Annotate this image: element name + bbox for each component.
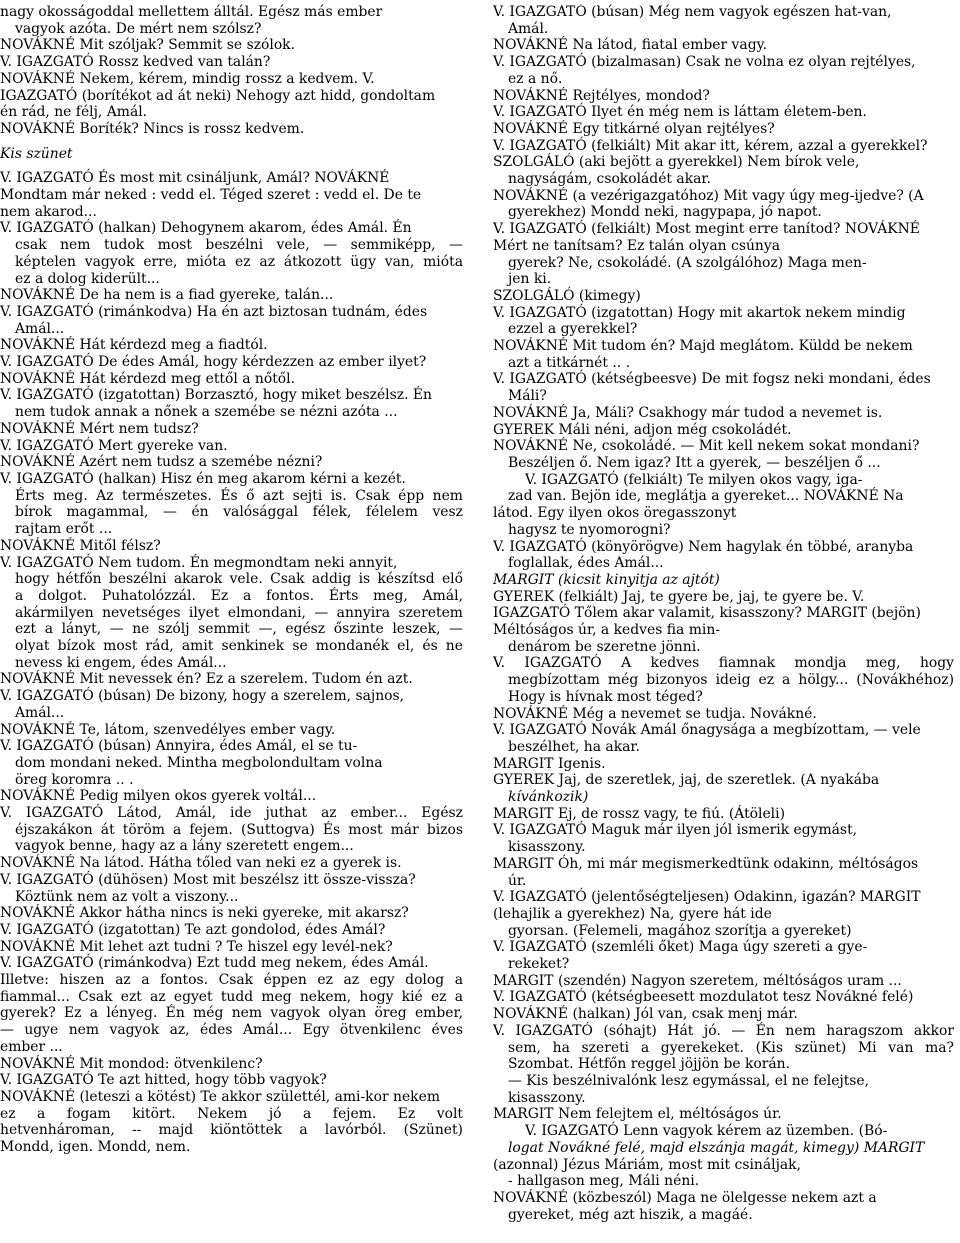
text-line: Kis szünet: [0, 145, 73, 162]
text-line: Mondd, igen. Mondd, nem.: [0, 1139, 191, 1156]
text-line: NOVÁKNÉ De ha nem is a fiad gyereke, talán...: [0, 287, 334, 304]
text-line: V. IGAZGATÓ (sóhajt) Hát jó. — Én nem haragszom akkor: [492, 1022, 954, 1039]
text-line: NOVÁKNÉ Na látod, fiatal ember vagy.: [492, 37, 767, 54]
text-line: NOVÁKNÉ Hát kérdezd meg ettől a nőtől.: [0, 370, 296, 387]
text-line: MARGIT Óh, mi már megismerkedtünk odakinn, méltóságos: [492, 855, 919, 872]
text-line: rekeket?: [507, 956, 570, 973]
text-line: V. IGAZGATÓ (búsan) Még nem vagyok egészen hat-van,: [492, 4, 892, 20]
text-line: — Kis beszélnivalónk lesz egymással, el ne felejtse,: [507, 1073, 870, 1089]
text-line: V. IGAZGATÓ (dühösen) Most mit beszélsz itt össze-vissza?: [0, 871, 416, 888]
text-line: V. IGAZGATÓ Novák Amál őnagysága a megbízottam, — vele: [492, 722, 921, 739]
text-line: látod. Egy ilyen okos öregasszonyt: [492, 505, 737, 522]
text-line: V. IGAZGATÓ Lenn vagyok kérem az üzemben. (Bó-: [524, 1123, 888, 1140]
text-line: ez a dolog kiderült...: [15, 270, 160, 287]
text-line: MARGIT Igenis.: [492, 755, 606, 772]
text-line: V. IGAZGATÓ Nem tudom. Én megmondtam neki annyit,: [0, 554, 398, 571]
text-line: NOVÁKNÉ Akkor hátha nincs is neki gyereke, mit akarsz?: [0, 905, 409, 922]
text-line: Hogy is hívnak most téged?: [507, 688, 703, 705]
text-line: (azonnal) Jézus Máriám, most mit csináljak,: [492, 1156, 801, 1173]
text-line: NOVÁKNÉ Ne, csokoládé. — Mit kell nekem sokat mondani?: [492, 438, 920, 455]
text-line: gyerekhez) Mondd neki, nagypapa, jó napot.: [507, 204, 822, 221]
text-line: NOVÁKNÉ (leteszi a kötést) Te akkor születtél, ami-kor nekem: [0, 1089, 440, 1105]
text-line: öreg koromra .. .: [15, 771, 134, 788]
text-line: V. IGAZGATÓ (felkiált) Mit akar itt, kérem, azzal a gyerekkel?: [492, 137, 928, 154]
text-line: MARGIT Nem felejtem el, méltóságos úr.: [492, 1106, 782, 1123]
text-line: V. IGAZGATÓ (jelentőségteljesen) Odakinn, igazán? MARGIT: [492, 889, 921, 906]
text-line: azt a titkárnét .. .: [507, 354, 631, 371]
text-line: úr.: [507, 872, 527, 889]
text-line: NOVÁKNÉ Te, látom, szenvedélyes ember vagy.: [0, 721, 336, 738]
text-line: Mért ne tanítsam? Ez talán olyan csúnya: [492, 237, 780, 254]
text-line: ezt a lányt, — ne szólj semmit —, egész őszinte leszek, —: [15, 621, 463, 638]
text-line: NOVÁKNÉ Ja, Máli? Csakhogy már tudod a nevemet is.: [492, 404, 883, 421]
text-line: Méltóságos úr, a kedves fia min-: [492, 622, 720, 639]
text-line: NOVÁKNÉ (halkan) Jól van, csak menj már.: [492, 1006, 798, 1023]
text-line: Máli?: [507, 388, 547, 405]
text-line: nem tudok annak a nőnek a szemébe se nézni azóta ...: [15, 404, 398, 421]
text-line: beszélhet, ha akar.: [507, 738, 640, 755]
text-line: megbízottam még bizonyos ideig ez a hölgy... (Novákhéhoz): [507, 672, 954, 689]
text-line: V. IGAZGATÓ Ilyet én még nem is láttam életem-ben.: [492, 104, 867, 121]
text-line: NOVÁKNÉ Egy titkárné olyan rejtélyes?: [492, 120, 775, 137]
text-line: ez a nő.: [507, 70, 563, 87]
text-line: MARGIT Ej, de rossz vagy, te fiú. (Átöleli): [492, 805, 785, 822]
text-line: V. IGAZGATÓ (bizalmasan) Csak ne volna ez olyan rejtélyes,: [492, 54, 916, 71]
text-line: gyorsan. (Felemeli, magához szorítja a gyereket): [507, 922, 852, 939]
text-line: logat Novákné felé, majd elszánja magát, kimegy) MARGIT: [507, 1139, 925, 1156]
text-line: hogy hétfőn beszélni akarok vele. Csak addig is készítsd elő: [15, 571, 463, 588]
text-line: sem, ha szereti a gyerekeket. (Kis szünet) Mi van ma?: [507, 1039, 954, 1056]
text-line: Illetve: hiszen az a fontos. Csak éppen ez az egy dolog a: [0, 972, 463, 989]
text-line: foglallak, édes Amál...: [507, 555, 664, 572]
text-line: Amál...: [15, 320, 65, 337]
text-line: éjszakákon át töröm a fejem. (Suttogva) És most már bizos: [15, 821, 463, 838]
text-line: Beszéljen ő. Nem igaz? Itt a gyerek, — beszéljen ő ...: [507, 454, 881, 471]
text-line: SZOLGÁLÓ (aki bejött a gyerekkel) Nem bírok vele,: [492, 154, 860, 171]
text-line: V. IGAZGATÓ A kedves fiamnak mondja meg, hogy: [492, 655, 954, 672]
text-line: NOVÁKNÉ Rejtélyes, mondod?: [492, 87, 710, 104]
text-line: ez a fogam kitört. Nekem jó a fejem. Ez volt: [0, 1105, 463, 1122]
text-line: NOVÁKNÉ Mit nevessek én? Ez a szerelem. Tudom én azt.: [0, 671, 413, 688]
text-line: SZOLGÁLÓ (kimegy): [492, 287, 641, 304]
text-line: fiammal... Csak ezt az egyet tudd meg nekem, hogy kié ez a: [0, 988, 463, 1005]
text-line: V. IGAZGATÓ Rossz kedved van talán?: [0, 54, 271, 71]
text-line: V. IGAZGATÓ De édes Amál, hogy kérdezzen az ember ilyet?: [0, 354, 427, 371]
text-line: nem akarod...: [0, 203, 97, 220]
text-line: V. IGAZGATÓ (könyörögve) Nem hagylak én többé, aranyba: [492, 538, 914, 555]
text-line: bírok magammal, — én valósággal félek, félelem vesz: [15, 504, 463, 521]
text-line: MARGIT (kicsit kinyitja az ajtót): [492, 571, 720, 588]
text-line: vagyok azóta. De mért nem szólsz?: [15, 20, 262, 37]
text-line: NOVÁKNÉ Boríték? Nincs is rossz kedvem.: [0, 120, 305, 137]
text-line: GYEREK Jaj, de szeretlek, jaj, de szeretlek. (A nyakába: [492, 772, 880, 789]
text-line: V. IGAZGATÓ (rimánkodva) Ezt tudd meg nekem, édes Amál.: [0, 955, 429, 972]
text-line: vagyok benne, hagy az a lány szeretett engem...: [15, 838, 354, 855]
text-line: NOVÁKNÉ Mit mondod: ötvenkilenc?: [0, 1055, 263, 1072]
text-line: NOVÁKNÉ Mit lehet azt tudni ? Te hiszel egy levél-nek?: [0, 938, 393, 955]
text-line: V. IGAZGATÓ Mert gyereke van.: [0, 437, 228, 454]
text-line: IGAZGATÓ (borítékot ad át neki) Nehogy azt hidd, gondoltam: [0, 87, 436, 104]
text-line: hetvenhároman, -- majd kiöntöttek a lavórból. (Szünet): [0, 1122, 463, 1139]
right-column: [477, 4, 954, 1243]
text-line: V. IGAZGATÓ Maguk már ilyen jól ismerik egymást,: [492, 822, 858, 839]
text-line: akármilyen nevetséges ilyet elmondani, — annyira szeretem: [15, 604, 463, 621]
text-line: gyereket, még azt hiszik, a magáé.: [507, 1206, 753, 1223]
text-line: csak nem tudok most beszélni vele, — semmiképp, —: [15, 237, 463, 254]
text-line: NOVÁKNÉ (közbeszól) Maga ne ölelgesse nekem azt a: [492, 1189, 877, 1206]
text-line: kisasszony.: [507, 1089, 586, 1106]
text-line: dom mondani neked. Mintha megbolondultam volna: [15, 754, 383, 771]
text-line: NOVÁKNÉ Mitől félsz?: [0, 537, 161, 554]
text-line: képtelen vagyok erre, mióta ez az átkozott ügy van, mióta: [15, 253, 463, 270]
text-line: V. IGAZGATÓ És most mit csináljunk, Amál? NOVÁKNÉ: [0, 170, 390, 187]
text-line: hagysz te nyomorogni?: [507, 521, 671, 538]
text-line: én rád, ne félj, Amál.: [0, 104, 148, 121]
text-line: Érts meg. Az természetes. És ő azt sejti is. Csak épp nem: [15, 487, 463, 504]
text-line: NOVÁKNÉ Pedig milyen okos gyerek voltál...: [0, 788, 317, 805]
text-line: V. IGAZGATÓ Látod, Amál, ide juthat az ember... Egész: [0, 805, 463, 822]
text-line: (lehajlik a gyerekhez) Na, gyere hát ide: [492, 905, 772, 922]
text-line: V. IGAZGATÓ (izgatottan) Te azt gondolod, édes Amál?: [0, 921, 386, 938]
text-line: olyat bízok most rád, amit senkinek se mondanék el, és ne: [15, 638, 463, 655]
text-line: MARGIT (szendén) Nagyon szeretem, méltóságos uram ...: [492, 972, 902, 989]
text-line: V. IGAZGATÓ (felkiált) Most megint erre tanítod? NOVÁKNÉ: [492, 221, 920, 238]
text-line: NOVÁKNÉ Még a nevemet se tudja. Novákné.: [492, 705, 817, 722]
text-line: V. IGAZGATÓ (izgatottan) Hogy mit akartok nekem mindig: [492, 304, 906, 321]
text-line: denárom be szeretne jönni.: [507, 638, 701, 655]
text-line: V. IGAZGATÓ (kétségbeesett mozdulatot tesz Novákné felé): [492, 989, 914, 1006]
text-line: V. IGAZGATÓ Te azt hitted, hogy több vagyok?: [0, 1072, 327, 1089]
text-line: IGAZGATÓ Tőlem akar valamit, kisasszony? MARGIT (bejön): [492, 605, 921, 622]
text-line: NOVÁKNÉ Mit szóljak? Semmit se szólok.: [0, 37, 296, 54]
text-line: kívánkozik): [507, 789, 589, 806]
text-line: nagy okosságoddal mellettem álltál. Egész más ember: [0, 4, 383, 20]
text-line: nagyságám, csokoládét akar.: [507, 171, 711, 188]
text-line: Amál...: [15, 704, 65, 721]
text-line: V. IGAZGATÓ (izgatottan) Borzasztó, hogy miket beszélsz. Én: [0, 387, 432, 404]
text-line: V. IGAZGATÓ (halkan) Hisz én meg akarom kérni a kezét.: [0, 470, 406, 487]
text-line: V. IGAZGATÓ (kétségbeesve) De mit fogsz neki mondani, édes: [492, 371, 931, 388]
text-line: V. IGAZGATÓ (rimánkodva) Ha én azt biztosan tudnám, édes: [0, 303, 428, 320]
text-line: nevess ki engem, édes Amál...: [15, 654, 227, 671]
text-line: rajtam erőt ...: [15, 521, 113, 538]
text-line: — ugye nem vagyok az, édes Amál... Egy ötvenkilenc éves: [0, 1022, 463, 1039]
text-line: Mondtam már neked : vedd el. Téged szeret : vedd el. De te: [0, 187, 422, 204]
text-line: NOVÁKNÉ Mit tudom én? Majd meglátom. Küldd be nekem: [492, 338, 913, 355]
text-line: NOVÁKNÉ Nekem, kérem, mindig rossz a kedvem. V.: [0, 70, 375, 87]
text-line: GYEREK Máli néni, adjon még csokoládét.: [492, 421, 792, 438]
text-line: V. IGAZGATÓ (búsan) De bizony, hogy a szerelem, sajnos,: [0, 688, 405, 705]
text-line: V. IGAZGATÓ (halkan) Dehogynem akarom, édes Amál. Én: [0, 220, 412, 237]
text-line: a dolgot. Puhatolózzál. Ez a fontos. Érts meg, Amál,: [15, 587, 463, 604]
text-line: NOVÁKNÉ Mért nem tudsz?: [0, 420, 199, 437]
spacer: [0, 138, 463, 146]
text-line: NOVÁKNÉ Azért nem tudsz a szemébe nézni?: [0, 454, 323, 471]
text-line: V. IGAZGATÓ (búsan) Annyira, édes Amál, el se tu-: [0, 738, 358, 755]
text-line: - hallgason meg, Máli néni.: [507, 1173, 700, 1190]
left-column: [0, 4, 463, 1243]
text-line: kisasszony.: [507, 839, 586, 856]
text-line: GYEREK (felkiált) Jaj, te gyere be, jaj, te gyere be. V.: [492, 588, 865, 605]
text-line: V. IGAZGATÓ (felkiált) Te milyen okos vagy, iga-: [524, 471, 863, 488]
text-line: NOVÁKNÉ Hát kérdezd meg a fiadtól.: [0, 337, 268, 354]
text-line: gyerek? Ne, csokoládé. (A szolgálóhoz) Maga men-: [507, 254, 867, 271]
text-line: V. IGAZGATÓ (szemléli őket) Maga úgy szereti a gye-: [492, 939, 868, 956]
text-line: Köztünk nem az volt a viszony...: [15, 888, 239, 905]
text-line: zad van. Bejön ide, meglátja a gyereket... NOVÁKNÉ Na: [507, 488, 904, 505]
text-line: gyerek? Ez a lényeg. Én még nem vagyok olyan öreg ember,: [0, 1005, 463, 1022]
text-line: Amál.: [507, 20, 549, 37]
text-line: NOVÁKNÉ Na látod. Hátha tőled van neki ez a gyerek is.: [0, 855, 402, 872]
text-line: NOVÁKNÉ (a vezérigazgatóhoz) Mit vagy úgy meg-ijedve? (A: [492, 187, 924, 204]
text-line: Szombat. Hétfőn reggel jöjjön be korán.: [507, 1056, 791, 1073]
text-line: jen ki.: [507, 271, 552, 288]
text-line: ezzel a gyerekkel?: [507, 321, 638, 338]
text-line: ember ...: [0, 1038, 63, 1055]
